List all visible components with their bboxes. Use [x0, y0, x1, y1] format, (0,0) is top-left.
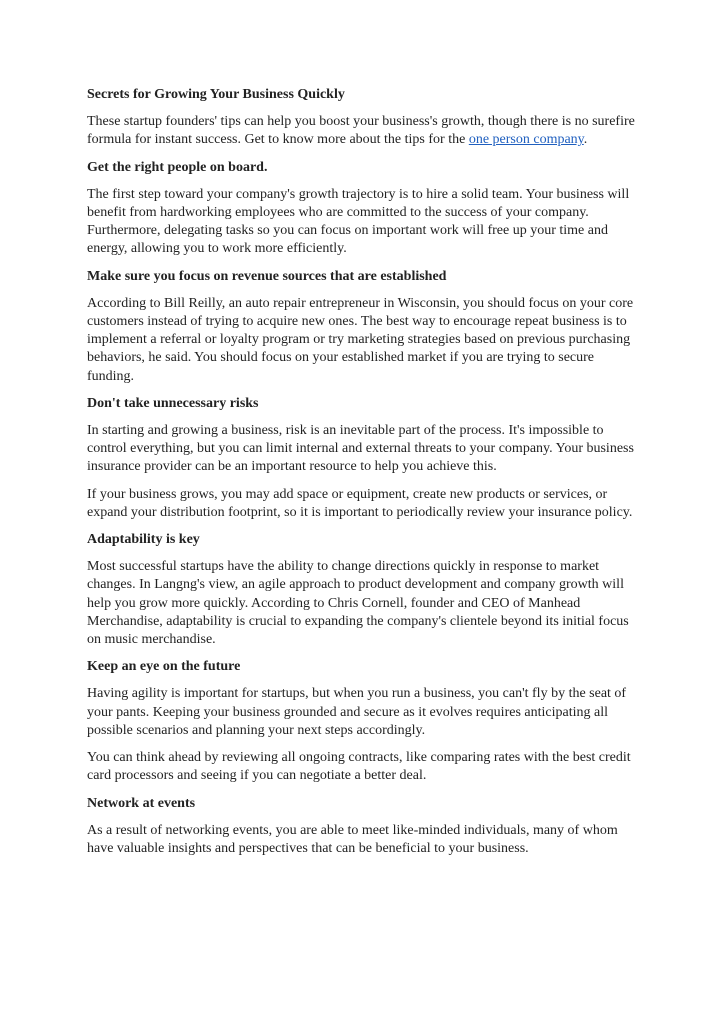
section-paragraph: In starting and growing a business, risk is an inevitable part of the process. It's impossible to control everything, but you can limit internal and external threats to your company. Your business insurance provider can be an important resource to help you achieve this. [87, 423, 634, 475]
section-heading-adaptability: Adaptability is key [87, 532, 200, 548]
section-paragraph: According to Bill Reilly, an auto repair entrepreneur in Wisconsin, you should focus on your core customers instead of trying to acquire new ones. The best way to encourage repeat business is to implement a referral or loyalty program or try marketing strategies based on previous purchasing behaviors, he said. You should focus on your established market if you are trying to secure funding. [87, 295, 634, 384]
section-heading-future: Keep an eye on the future [87, 659, 241, 675]
section-heading-risks: Don't take unnecessary risks [87, 395, 259, 411]
document-title: Secrets for Growing Your Business Quickly [87, 87, 345, 102]
section-paragraph: You can think ahead by reviewing all ongoing contracts, like comparing rates with the best credit card processors and seeing if you can negotiate a better deal. [87, 750, 631, 784]
document-page [87, 86, 639, 867]
section-heading-right-people: Get the right people on board. [87, 159, 268, 175]
section-heading-revenue-sources: Make sure you focus on revenue sources that are established [87, 268, 447, 284]
section-paragraph: Having agility is important for startups, but when you run a business, you can't fly by the seat of your pants. Keeping your business grounded and secure as it evolves requires anticipating all possible scenarios and planning your next steps accordingly. [87, 686, 627, 738]
intro-text: These startup founders' tips can help you boost your business's growth, though there is no surefire formula for instant success. Get to know more about the tips for the [87, 114, 635, 148]
section-paragraph: Most successful startups have the ability to change directions quickly in response to market changes. In Langng's view, an agile approach to product development and company growth will help you grow more quickly. According to Chris Cornell, founder and CEO of Manhead Merchandise, adaptability is crucial to expanding the company's clientele beyond its initial focus on music merchandise. [87, 559, 629, 648]
intro-paragraph [87, 113, 639, 149]
section-paragraph: As a result of networking events, you are able to meet like-minded individuals, many of whom have valuable insights and perspectives that can be beneficial to your business. [87, 822, 618, 856]
section-heading-network: Network at events [87, 795, 196, 811]
intro-after-link: . [583, 132, 588, 148]
section-paragraph: If your business grows, you may add space or equipment, create new products or services, or expand your distribution footprint, so it is important to periodically review your insurance policy. [87, 486, 633, 520]
one-person-company-link[interactable]: one person company [468, 132, 584, 148]
section-paragraph: The first step toward your company's growth trajectory is to hire a solid team. Your business will benefit from hardworking employees who are committed to the success of your company. Furthermore, delegating tasks so you can focus on important work will free up your time and energy, allowing you to work more efficiently. [87, 186, 630, 257]
